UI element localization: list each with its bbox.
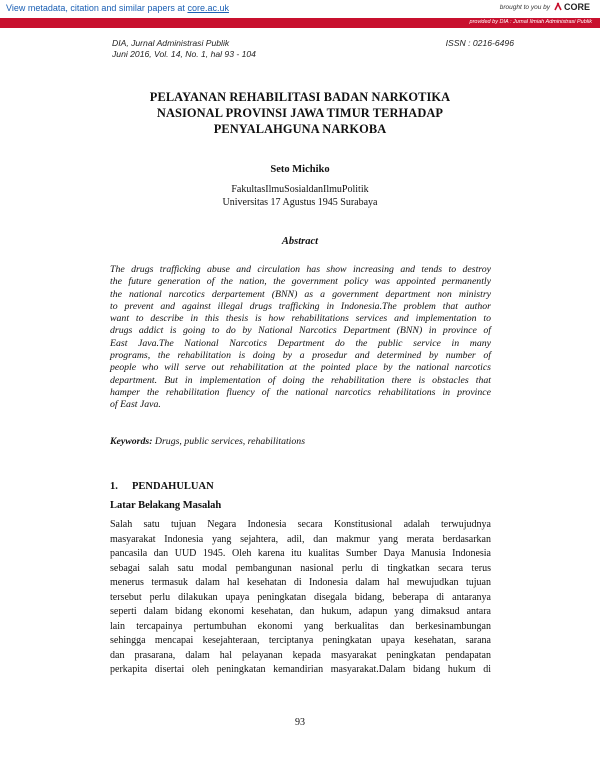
abstract-line: department. But in implementation of doing the rehabilitation there is obstacles that — [110, 374, 491, 386]
body-line: lain tercapainya pertumbuhan ekonomi yang berkualitas dan berkesinambungan — [110, 620, 491, 632]
body-line: tersebut perlu dilakukan upaya peningkatan disegala bidang, beberapa di antaranya — [110, 591, 491, 603]
body-line: menerus termasuk dalam hal kesehatan di Indonesia dalam hal mewujudkan tujuan — [110, 577, 491, 588]
abstract-line: East Java.The National Narcotics Department do the public service in many — [110, 337, 491, 349]
title-line: PENYALAHGUNA NARKOBA — [213, 122, 387, 136]
page-number: 93 — [295, 717, 305, 728]
abstract-line: drugs addict is going to do by National Narcotics Department (BNN) in province of — [110, 325, 491, 337]
body-paragraph — [110, 518, 491, 678]
abstract-line: want to describe in this thesis is how rehabilitations services and implementation to — [110, 313, 491, 325]
core-metadata-link[interactable] — [6, 3, 229, 13]
abstract-line: hamper the rehabilitation fluency of the national narcotics rehabilitations in province — [110, 386, 491, 398]
core-brought-text: brought to you by — [499, 3, 550, 11]
abstract-line: of East Java. — [110, 399, 161, 411]
keywords-text: Drugs, public services, rehabilitations — [152, 436, 306, 447]
body-line: pancasila dan UUD 1945. Oleh karena itu kualitas Sumber Daya Manusia Indonesia — [110, 548, 491, 559]
journal-issue: Juni 2016, Vol. 14, No. 1, hal 93 - 104 — [112, 49, 256, 59]
title-line: PELAYANAN REHABILITASI BADAN NARKOTIKA — [149, 90, 451, 104]
core-provided-bar — [0, 18, 600, 28]
keywords — [110, 436, 305, 447]
body-line: Salah satu tujuan Negara Indonesia secara Konstitusional adalah terwujudnya — [110, 519, 491, 530]
subsection-heading: Latar Belakang Masalah — [110, 500, 222, 511]
body-line: dan prasarana, dalam hal pelayanan kepada masyarakat peningkatan pendapatan — [110, 649, 491, 661]
affiliation-university: Universitas 17 Agustus 1945 Surabaya — [222, 197, 378, 208]
core-link-site[interactable]: core.ac.uk — [187, 3, 229, 13]
issn: ISSN : 0216-6496 — [445, 38, 514, 48]
abstract-heading: Abstract — [281, 236, 319, 247]
core-provided-text[interactable]: provided by DIA : Jurnal Ilmiah Administrasi Publik — [469, 19, 592, 25]
body-line: sebagai salah satu modal pembangunan nasional perlu di tingkatkan secara terus — [110, 562, 491, 574]
section-heading — [110, 481, 214, 492]
abstract-body — [110, 264, 491, 412]
paper-title — [110, 89, 490, 137]
abstract-line: to prevent and against illegal drugs trafficking in Indonesia.The problem that author — [110, 300, 491, 312]
abstract-line: the national narcotics derpartement (BNN) as a government department non ministry — [110, 288, 491, 300]
section-number: 1. — [110, 481, 118, 492]
core-logo[interactable] — [553, 2, 590, 12]
title-line: NASIONAL PROVINSI JAWA TIMUR TERHADAP — [156, 106, 444, 120]
affiliation — [110, 183, 490, 209]
journal-name: DIA, Jurnal Administrasi Publik — [112, 38, 230, 48]
core-logo-icon — [553, 2, 563, 12]
abstract-line: people who will serve out rehabilitation at the pointed place by the national narcotics — [110, 362, 491, 374]
abstract-line: the future generation of the nation, the government policy was appointed permanently — [110, 276, 491, 288]
section-title: PENDAHULUAN — [132, 481, 214, 492]
body-line: seperti dalam bidang ekonomi kesehatan, dan hukum, adapun yang dimaksud antara — [110, 606, 491, 617]
affiliation-faculty: FakultasIlmuSosialdanIlmuPolitik — [231, 184, 369, 195]
body-line: sehingga mencapai kesejahteraan, terciptanya peningkatan upaya kesehatan, sarana — [110, 635, 491, 646]
core-brought-by[interactable] — [500, 2, 590, 12]
author-name: Seto Michiko — [270, 164, 330, 175]
core-logo-text: CORE — [563, 2, 590, 12]
body-line: perkapita disertai oleh peningkatan kemandirian masyarakat.Dalam bidang hukum di — [110, 664, 491, 675]
core-link-prefix: View metadata, citation and similar papers at — [6, 3, 188, 13]
body-line: masyarakat Indonesia yang sejahtera, adil, dan makmur yang merata berdasarkan — [110, 533, 491, 545]
abstract-line: programs, the rehabilitation is doing by a prosedur and determined by number of — [110, 350, 491, 362]
journal-info — [112, 38, 256, 60]
core-banner — [0, 0, 600, 18]
keywords-label: Keywords: — [110, 436, 153, 447]
abstract-line: The drugs trafficking abuse and circulation has show increasing and tends to destroy — [110, 264, 491, 275]
